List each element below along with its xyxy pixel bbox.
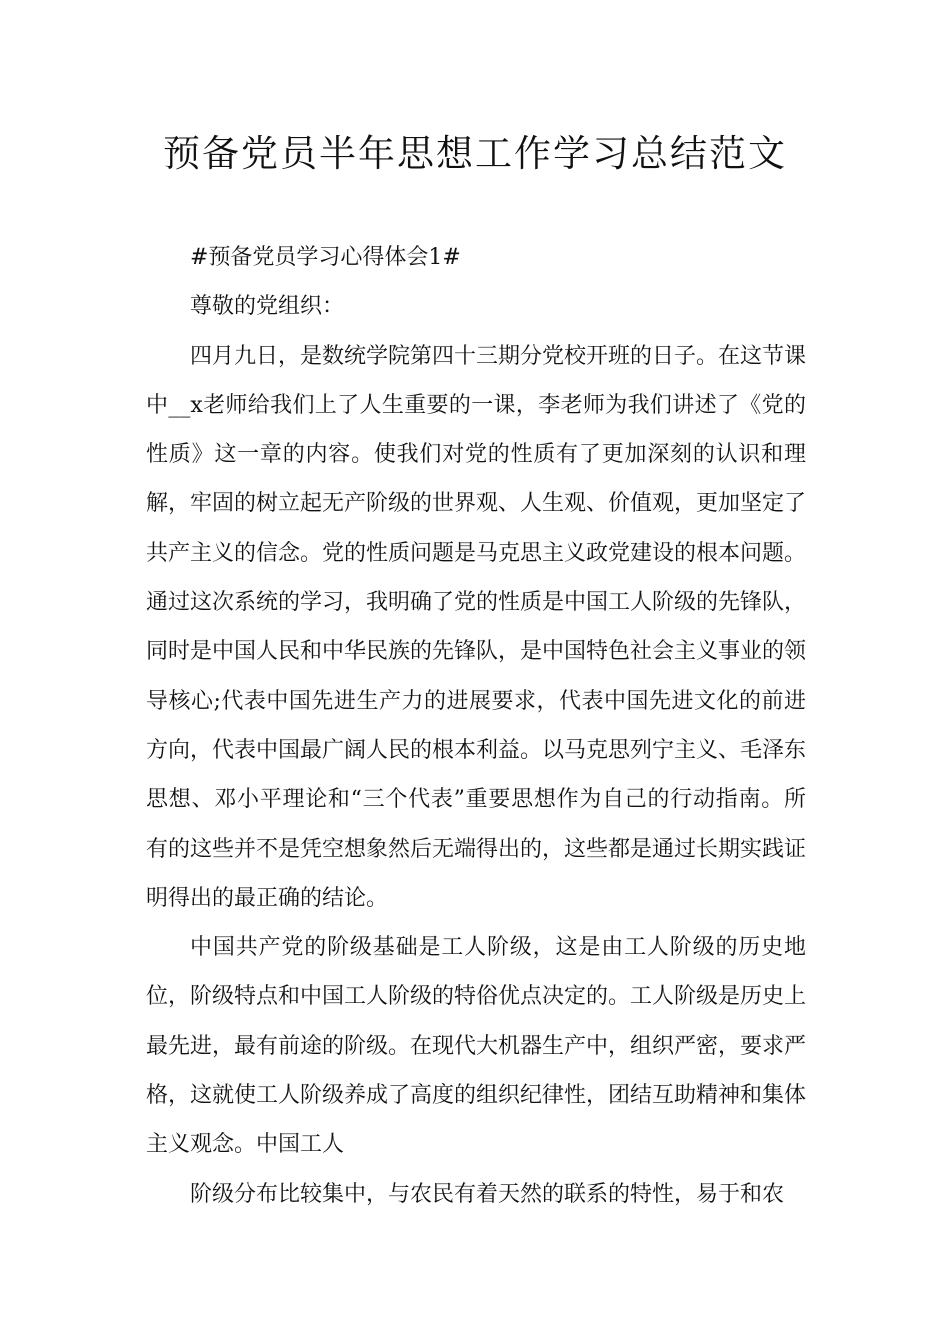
body-paragraph-2: 中国共产党的阶级基础是工人阶级，这是由工人阶级的历史地位，阶级特点和中国工人阶级的特俗优点决定的。工人阶级是历史上最先进，最有前途的阶级。在现代大机器生产中，组织严密，要求严格，这就使工人阶级养成了高度的组织纪律性，团结互助精神和集体主义观念。中国工人 [146,935,807,1158]
salutation: 尊敬的党组织： [190,294,345,320]
body-paragraph-1: 四月九日，是数统学院第四十三期分党校开班的日子。在这节课中__x老师给我们上了人生重要的一课，李老师为我们讲述了《党的性质》这一章的内容。使我们对党的性质有了更加深刻的认识和理解，牢固的树立起无产阶级的世界观、人生观、价值观，更加坚定了共产主义的信念。党的性质问题是马克思主义政党建设的根本问题。通过这次系统的学习，我明确了党的性质是中国工人阶级的先锋队，同时是中国人民和中华民族的先锋队，是中国特色社会主义事业的领导核心;代表中国先进生产力的进展要求，代表中国先进文化的前进方向，代表中国最广阔人民的根本利益。以马克思列宁主义、毛泽东思想、邓小平理论和“三个代表”重要思想作为自己的行动指南。所有的这些并不是凭空想象然后无端得出的，这些都是通过长期实践证明得出的最正确的结论。 [146,343,807,911]
heading-line: #预备党员学习心得体会1# [190,245,461,270]
body-paragraph-3: 阶级分布比较集中，与农民有着天然的联系的特性，易于和农 [190,1181,785,1207]
document-title: 预备党员半年思想工作学习总结范文 [163,132,787,175]
document-body [146,233,806,1219]
